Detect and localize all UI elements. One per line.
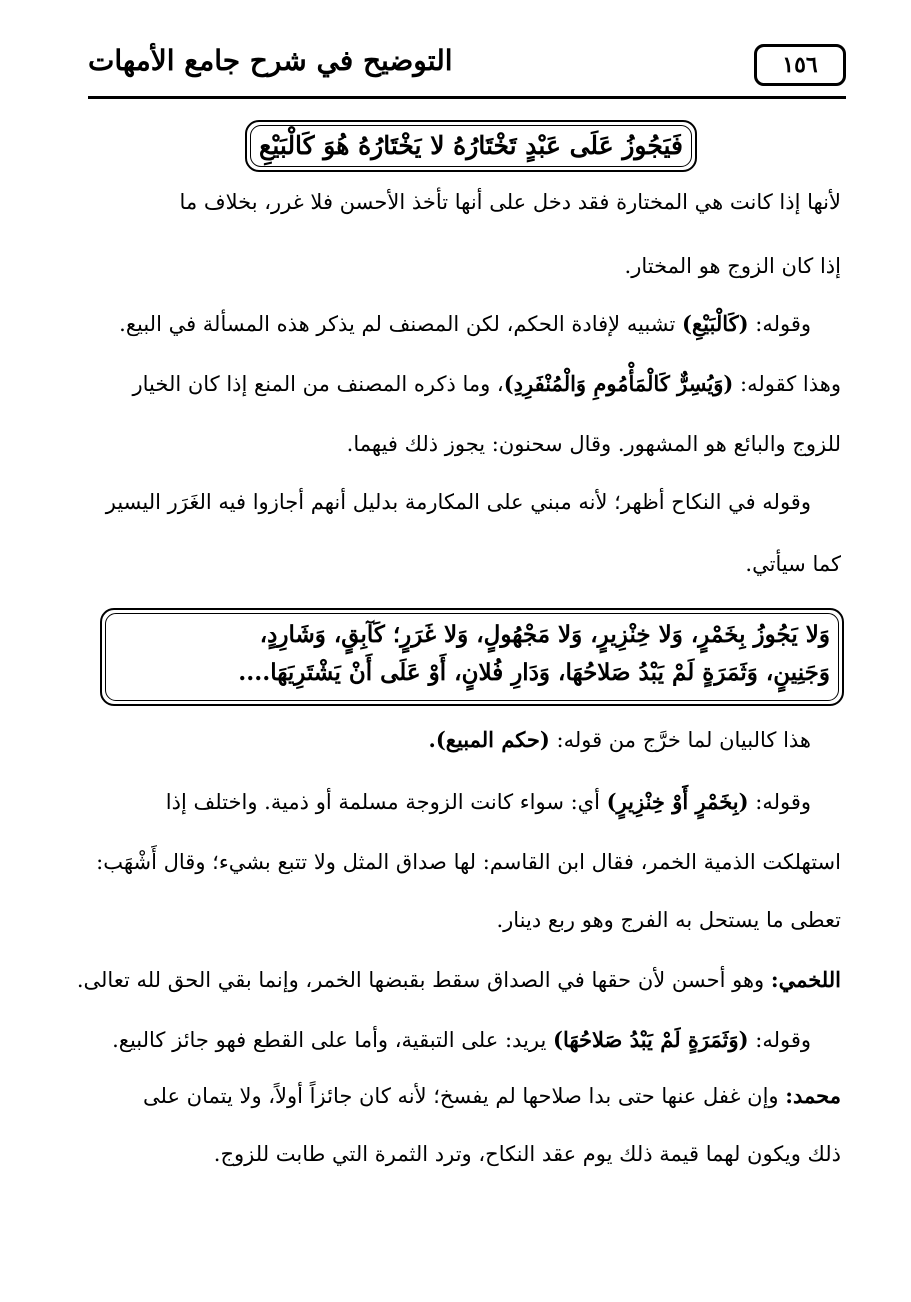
paragraph-8-post: يريد: على التبقية، وأما على القطع فهو جائز كالبيع. <box>112 1028 554 1052</box>
paragraph-4-line-1: وقوله في النكاح أظهر؛ لأنه مبني على المكارمة بدليل أنهم أجازوا فيه الغَرَر اليسير <box>105 490 811 514</box>
paragraph-9-line-1 <box>97 1080 841 1112</box>
paragraph-6-line-3: تعطى ما يستحل به الفرج وهو ربع دينار. <box>496 908 841 932</box>
paragraph-9-line-2: ذلك ويكون لهما قيمة ذلك يوم عقد النكاح، وترد الثمرة التي طابت للزوج. <box>213 1142 841 1166</box>
paragraph-8 <box>97 1024 811 1056</box>
book-title: التوضيح في شرح جامع الأمهات <box>88 44 453 77</box>
matn-line-1: وَلا يَجُوزُ بِخَمْرٍ، وَلا خِنْزِيرٍ، وَلا مَجْهُولٍ، وَلا غَرَرٍ؛ كَآبِقٍ، وَشَارِدٍ، <box>259 621 830 648</box>
paragraph-2 <box>119 308 811 340</box>
paragraph-2-post: تشبيه لإفادة الحكم، لكن المصنف لم يذكر هذه المسألة في البيع. <box>119 312 683 336</box>
paragraph-5 <box>429 724 811 756</box>
paragraph-7-post: وهو أحسن لأن حقها في الصداق سقط بقبضها الخمر، وإنما بقي الحق لله تعالى. <box>76 968 771 992</box>
matn-box-1 <box>245 120 697 172</box>
paragraph-1-line-1: لأنها إذا كانت هي المختارة فقد دخل على أنها تأخذ الأحسن فلا غرر، بخلاف ما <box>179 190 841 214</box>
paragraph-3-bold: (وَيُسِرٌّ كَالْمَأْمُومِ وَالْمُنْفَرِدِ) <box>503 371 734 396</box>
matn-line-2: وَجَنِينٍ، وَثَمَرَةٍ لَمْ يَبْدُ صَلاحُهَا، وَدَارِ فُلانٍ، أَوْ عَلَى أَنْ يَشْتَرِيَهَا.... <box>238 659 830 686</box>
header-rule <box>88 96 846 99</box>
paragraph-6-line-2: استهلكت الذمية الخمر، فقال ابن القاسم: لها صداق المثل ولا تتبع بشيء؛ وقال أَشْهَب: <box>96 850 841 874</box>
paragraph-3-post: ، وما ذكره المصنف من المنع إذا كان الخيار <box>132 372 504 396</box>
paragraph-2-pre: وقوله: <box>748 312 811 336</box>
page-number: ١٥٦ <box>754 44 846 86</box>
matn-box-2 <box>100 608 844 706</box>
paragraph-1-line-2: إذا كان الزوج هو المختار. <box>624 254 841 278</box>
paragraph-8-pre: وقوله: <box>748 1028 811 1052</box>
paragraph-6-post: أي: سواء كانت الزوجة مسلمة أو ذمية. واختلف إذا <box>165 790 607 814</box>
paragraph-6-bold: (بِخَمْرٍ أَوْ خِنْزِيرٍ) <box>606 789 749 814</box>
paragraph-6-pre: وقوله: <box>748 790 811 814</box>
paragraph-7-bold: اللخمي: <box>770 967 841 992</box>
paragraph-9-post: وإن غفل عنها حتى بدا صلاحها لم يفسخ؛ لأنه كان جائزاً أولاً، ولا يتمان على <box>143 1084 786 1108</box>
paragraph-5-pre: هذا كالبيان لما خرَّج من قوله: <box>549 728 811 752</box>
paragraph-2-bold: (كَالْبَيْعِ) <box>682 311 749 336</box>
paragraph-6-line-1 <box>97 786 811 818</box>
paragraph-3-line-1 <box>97 368 841 400</box>
matn-text-1: فَيَجُوزُ عَلَى عَبْدٍ تَخْتَارُهُ لا يَخْتَارُهُ هُوَ كَالْبَيْعِ <box>259 131 683 160</box>
paragraph-3-pre: وهذا كقوله: <box>733 372 841 396</box>
paragraph-5-bold: (حكم المبيع). <box>428 727 550 752</box>
paragraph-9-bold: محمد: <box>785 1083 841 1108</box>
page-header <box>88 36 846 102</box>
paragraph-8-bold: (وَثَمَرَةٍ لَمْ يَبْدُ صَلاحُهَا) <box>553 1027 749 1052</box>
paragraph-4-line-2: كما سيأتي. <box>745 552 841 576</box>
paragraph-7 <box>76 964 841 996</box>
paragraph-3-line-2: للزوج والبائع هو المشهور. وقال سحنون: يجوز ذلك فيهما. <box>346 432 841 456</box>
